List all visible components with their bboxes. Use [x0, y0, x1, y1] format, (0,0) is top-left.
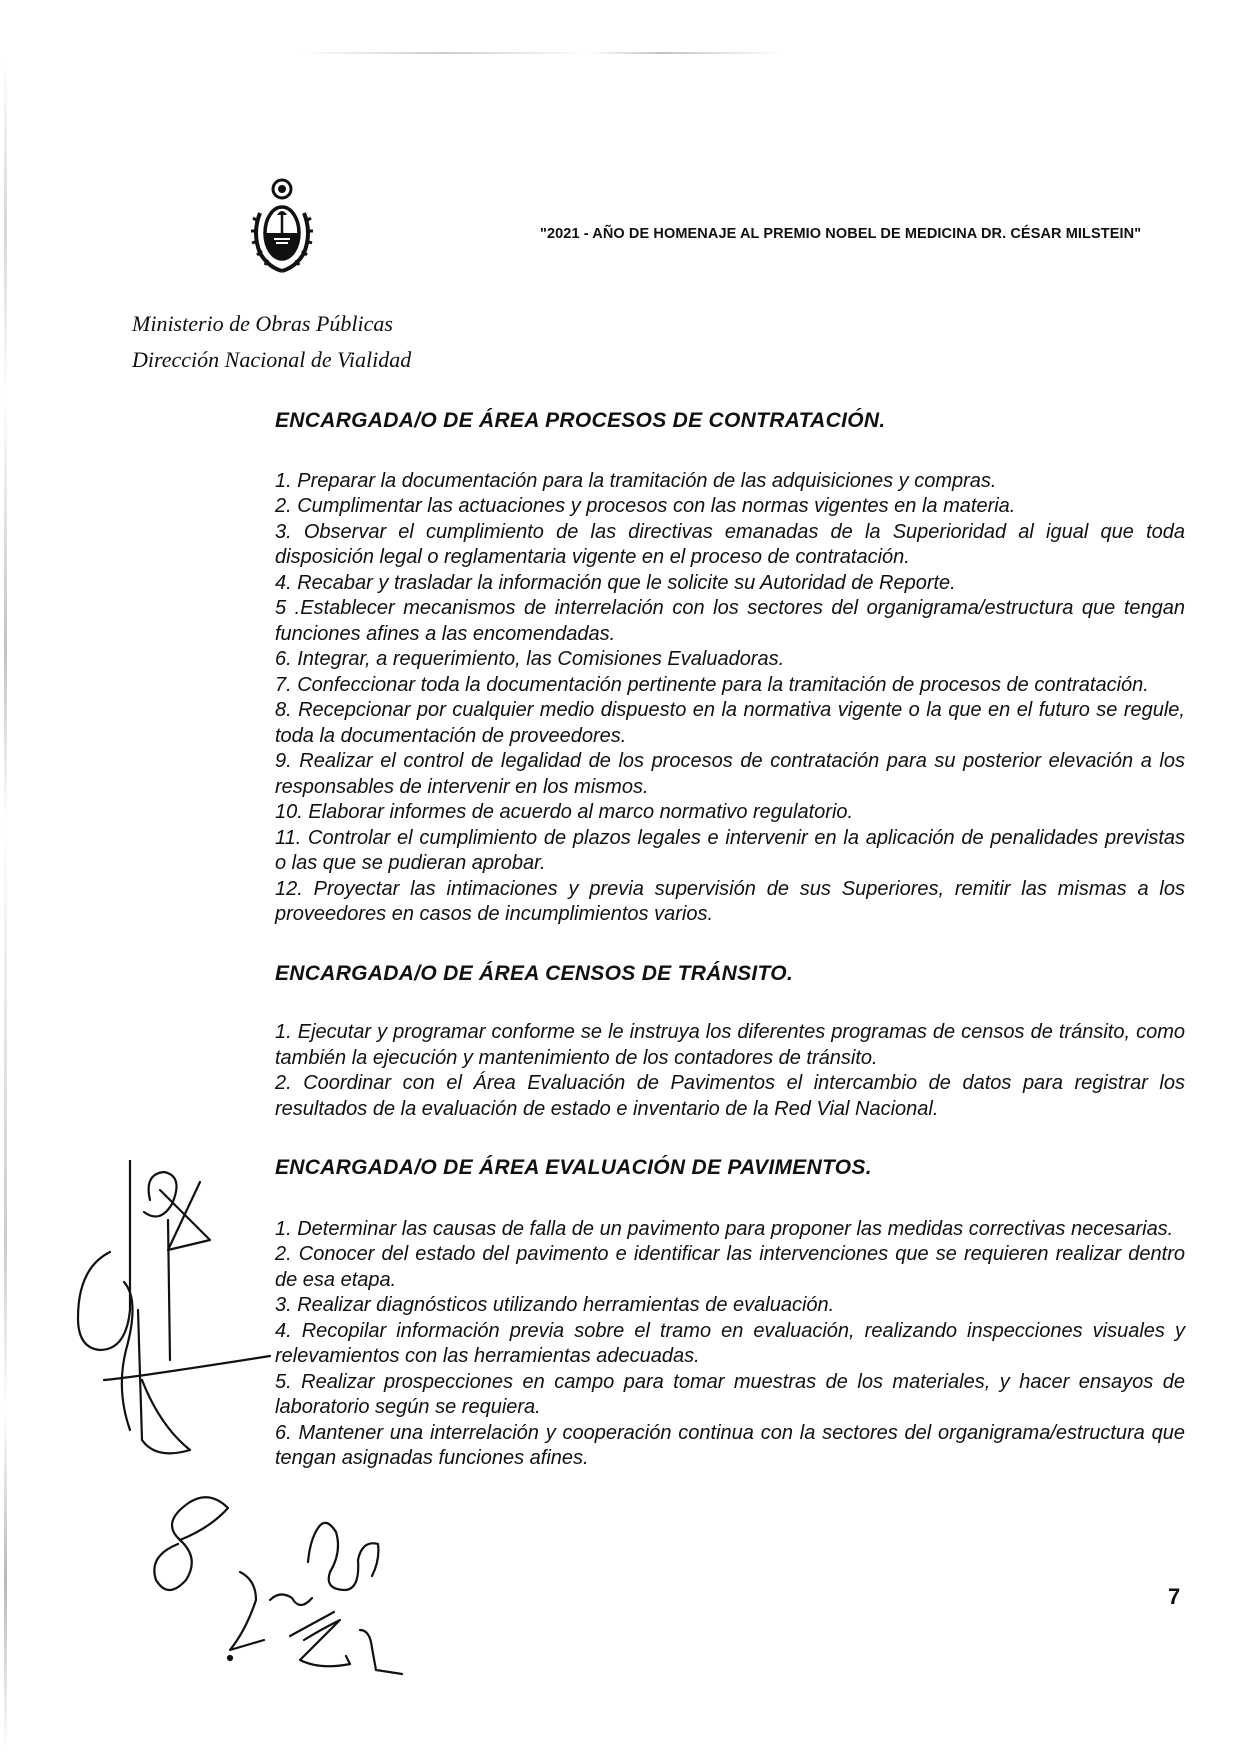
section-title-evaluacion-pavimentos: ENCARGADA/O DE ÁREA EVALUACIÓN DE PAVIMENTOS.	[275, 1156, 872, 1179]
year-motto: "2021 - AÑO DE HOMENAJE AL PREMIO NOBEL DE MEDICINA DR. CÉSAR MILSTEIN"	[540, 226, 1142, 242]
list-item: 1. Ejecutar y programar conforme se le instruya los diferentes programas de censos de tránsito, como también la ejecución y mantenimiento de los contadores de tránsito.	[275, 1021, 1185, 1069]
list-item: 10. Elaborar informes de acuerdo al marco normativo regulatorio.	[275, 801, 854, 823]
scan-top-artifact	[300, 52, 780, 54]
scan-edge-artifact	[4, 60, 7, 1750]
list-item: 12. Proyectar las intimaciones y previa supervisión de sus Superiores, remitir las mismas a los proveedores en casos de incumplimientos varios.	[275, 877, 1185, 925]
list-item: 5. Realizar prospecciones en campo para tomar muestras de los materiales, y hacer ensayos de laboratorio según se requiera.	[275, 1370, 1185, 1418]
list-item: 2. Conocer del estado del pavimento e identificar las intervenciones que se requieren realizar dentro de esa etapa.	[275, 1243, 1185, 1291]
list-item: 11. Controlar el cumplimiento de plazos legales e intervenir en la aplicación de penalidades previstas o las que se pudieran aprobar.	[275, 826, 1185, 874]
page-number: 7	[1168, 1584, 1181, 1609]
list-item: 4. Recabar y trasladar la información que le solicite su Autoridad de Reporte.	[275, 571, 956, 594]
list-item: 3. Observar el cumplimiento de las directivas emanadas de la Superioridad al igual que toda disposición legal o reglamentaria vigente en el proceso de contratación.	[275, 520, 1185, 568]
list-item: 6. Integrar, a requerimiento, las Comisiones Evaluadoras.	[275, 648, 785, 670]
list-item: 1. Determinar las causas de falla de un pavimento para proponer las medidas correctivas necesarias.	[275, 1217, 1174, 1240]
list-item: 1. Preparar la documentación para la tramitación de las adquisiciones y compras.	[275, 469, 997, 492]
argentina-coat-of-arms-icon	[246, 175, 318, 275]
list-item: 6. Mantener una interrelación y cooperación continua con la sectores del organigrama/estructura que tengan asignadas funciones afines.	[275, 1421, 1185, 1469]
handwritten-signatures-icon	[60, 1160, 420, 1720]
list-item: 4. Recopilar información previa sobre el tramo en evaluación, realizando inspecciones visuales y relevamientos con las herramientas adecuadas.	[275, 1319, 1185, 1367]
ministry-name: Ministerio de Obras Públicas	[132, 311, 393, 336]
list-item: 5 .Establecer mecanismos de interrelación con los sectores del organigrama/estructura que tengan funciones afines a las encomendadas.	[275, 597, 1185, 645]
section-title-procesos-contratacion: ENCARGADA/O DE ÁREA PROCESOS DE CONTRATACIÓN.	[275, 409, 886, 432]
section-list-censos-transito	[275, 1020, 1185, 1122]
list-item: 7. Confeccionar toda la documentación pertinente para la tramitación de procesos de contratación.	[275, 673, 1149, 696]
list-item: 8. Recepcionar por cualquier medio dispuesto en la normativa vigente o la que en el futuro se regule, toda la documentación de proveedores.	[275, 699, 1185, 747]
list-item: 2. Cumplimentar las actuaciones y procesos con las normas vigentes en la materia.	[275, 495, 1016, 517]
directorate-name: Dirección Nacional de Vialidad	[132, 347, 412, 372]
section-list-procesos-contratacion	[275, 469, 1185, 928]
list-item: 9. Realizar el control de legalidad de los procesos de contratación para su posterior elevación a los responsables de intervenir en los mismos.	[275, 750, 1185, 798]
section-title-censos-transito: ENCARGADA/O DE ÁREA CENSOS DE TRÁNSITO.	[275, 961, 794, 985]
ministry-letterhead	[132, 306, 411, 378]
list-item: 2. Coordinar con el Área Evaluación de Pavimentos el intercambio de datos para registrar los resultados de la evaluación de estado e inventario de la Red Vial Nacional.	[275, 1072, 1185, 1120]
list-item: 3. Realizar diagnósticos utilizando herramientas de evaluación.	[275, 1294, 835, 1316]
